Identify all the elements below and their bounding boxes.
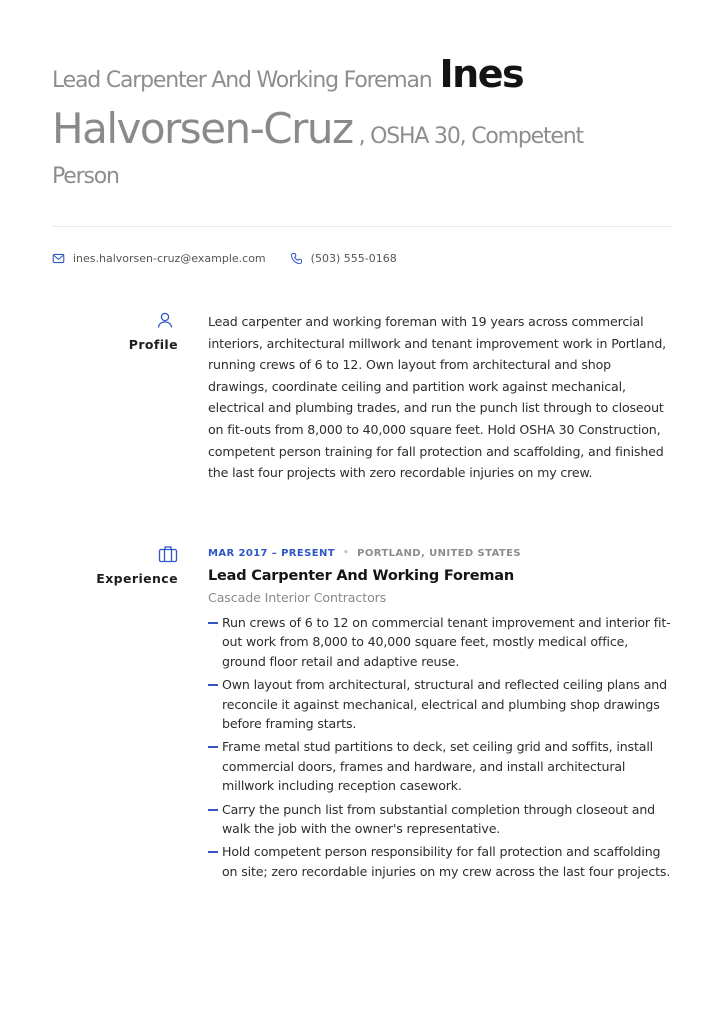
bullet-text: Carry the punch list from substantial completion through closeout and walk the job with the owner's representative. bbox=[222, 801, 656, 837]
contact-phone[interactable] bbox=[290, 252, 397, 265]
job-role: Lead Carpenter And Working Foreman bbox=[208, 568, 514, 584]
list-item bbox=[208, 737, 672, 795]
contact-email[interactable] bbox=[52, 252, 266, 265]
header-divider bbox=[52, 226, 672, 227]
phone-text[interactable]: (503) 555-0168 bbox=[310, 251, 397, 265]
list-item bbox=[208, 675, 672, 733]
job-bullets bbox=[208, 613, 672, 881]
bullet-dash bbox=[208, 684, 218, 686]
list-item bbox=[208, 800, 672, 839]
list-item bbox=[208, 842, 672, 881]
bullet-dash bbox=[208, 622, 218, 624]
job-meta bbox=[208, 546, 672, 560]
experience-label: Experience bbox=[96, 571, 178, 586]
list-item bbox=[208, 613, 672, 671]
profile-side bbox=[52, 311, 178, 352]
job-title: Lead Carpenter And Working Foreman bbox=[52, 68, 432, 93]
first-name: Ines bbox=[439, 52, 524, 96]
experience-entry bbox=[208, 546, 672, 885]
phone-icon bbox=[290, 252, 303, 265]
user-icon bbox=[156, 311, 174, 329]
profile-label: Profile bbox=[128, 337, 178, 352]
bullet-text: Hold competent person responsibility for fall protection and scaffolding on site; zero recordable injuries on my crew across the last four projects. bbox=[222, 844, 671, 879]
meta-separator: • bbox=[342, 548, 350, 558]
mail-icon bbox=[52, 252, 65, 265]
company-name: Cascade Interior Contractors bbox=[208, 590, 387, 605]
job-dates: MAR 2017 – PRESENT bbox=[208, 547, 335, 559]
bullet-dash bbox=[208, 809, 218, 811]
email-text[interactable]: ines.halvorsen-cruz@example.com bbox=[73, 251, 266, 265]
bullet-text: Run crews of 6 to 12 on commercial tenant improvement and interior fit-out work from 8,000 to 40,000 square feet, mostly medical office, ground floor retail and adaptive reuse. bbox=[222, 615, 671, 669]
resume-header bbox=[52, 52, 674, 204]
briefcase-icon bbox=[158, 545, 178, 563]
job-location: PORTLAND, UNITED STATES bbox=[357, 547, 521, 559]
bullet-dash bbox=[208, 746, 218, 748]
bullet-dash bbox=[208, 851, 218, 853]
credentials-continued: Person bbox=[52, 164, 119, 189]
contact-row bbox=[52, 249, 421, 267]
last-name: Halvorsen-Cruz bbox=[52, 104, 353, 153]
bullet-text: Own layout from architectural, structural and reflected ceiling plans and reconcile it against mechanical, electrical and plumbing shop drawings before framing starts. bbox=[222, 677, 667, 732]
credentials: , OSHA 30, Competent bbox=[358, 124, 583, 149]
bullet-text: Frame metal stud partitions to deck, set ceiling grid and soffits, install commercial doors, frames and hardware, and install architectural millwork including reception casework. bbox=[222, 739, 654, 794]
profile-summary: Lead carpenter and working foreman with 19 years across commercial interiors, architectural millwork and tenant improvement work in Portland, running crews of 6 to 12. Own layout from architectural and shop drawings, coordinate ceiling and partition work against mechanical, electrical and plumbing trades, and run the punch list through to closeout on fit-outs from 8,000 to 40,000 square feet. Hold OSHA 30 Construction, competent person training for fall protection and scaffolding, and finished the last four projects with zero recordable injuries on my crew. bbox=[208, 314, 667, 481]
name-block bbox=[52, 52, 674, 204]
experience-side bbox=[52, 545, 178, 586]
